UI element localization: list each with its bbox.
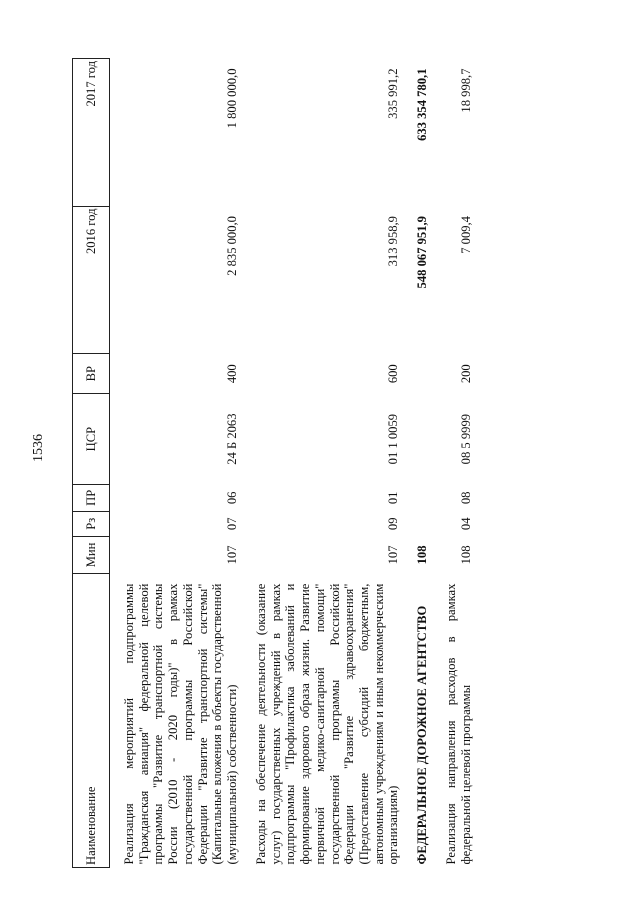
row-csr: 01 1 0059 <box>386 413 401 465</box>
header-rz: Рз <box>73 511 110 536</box>
row-min: 108 <box>458 545 473 565</box>
table-row <box>242 59 403 868</box>
row-name: ФЕДЕРАЛЬНОЕ ДОРОЖНОЕ АГЕНТСТВО <box>415 605 430 865</box>
row-rz: 07 <box>225 517 240 531</box>
page-number: 1536 <box>31 434 46 462</box>
row-2016: 548 067 951,9 <box>415 216 430 289</box>
row-pr <box>403 484 432 511</box>
row-name: Расходы на обеспечение деятельности (оказание услуг) государственных учреждений в рамках подпрограммы "Профилактика заболеваний и формирование здорового образа жизни. Развитие первичной медико-санитарной помощи" государственной программы Российской Федерации "Развитие здравоохранения" (Предоставление субсидий бюджетным, автономным учреждениям и иным некоммерческим организациям) <box>253 583 401 865</box>
row-2017: 633 354 780,1 <box>415 68 430 141</box>
row-min: 108 <box>415 545 430 565</box>
row-csr <box>403 394 432 484</box>
row-vr: 200 <box>458 364 473 384</box>
row-2016: 313 958,9 <box>386 216 401 267</box>
header-csr: ЦСР <box>73 394 110 484</box>
row-vr: 600 <box>386 364 401 384</box>
row-vr: 400 <box>225 364 240 384</box>
row-name: Реализация направления расходов в рамках федеральной целевой программы <box>443 583 473 865</box>
table-header-row <box>73 59 110 868</box>
row-pr: 08 <box>458 491 473 505</box>
table-row-agency <box>403 59 432 868</box>
row-pr: 01 <box>386 491 401 505</box>
row-min: 107 <box>386 545 401 565</box>
row-vr <box>403 353 432 394</box>
row-2017: 18 998,7 <box>458 68 473 113</box>
row-rz <box>403 511 432 536</box>
row-2016: 7 009,4 <box>458 216 473 254</box>
row-csr: 08 5 9999 <box>458 413 473 465</box>
header-2016: 2016 год <box>73 206 110 353</box>
header-min: Мин <box>73 536 110 573</box>
table-row <box>110 59 242 868</box>
budget-table <box>72 58 475 868</box>
row-2017: 1 800 000,0 <box>225 68 240 129</box>
header-2017: 2017 год <box>73 59 110 207</box>
row-rz: 09 <box>386 517 401 531</box>
row-csr: 24 Б 2063 <box>225 413 240 465</box>
row-min: 107 <box>225 545 240 565</box>
row-name: Реализация мероприятий подпрограммы "Гражданская авиация" федеральной целевой программы "Развитие транспортной системы России (2010 - 2020 годы)" в рамках государственной программы Российской Федерации "Развитие транспортной системы" (Капитальные вложения в объекты государственной (муниципальной) собственности) <box>122 583 240 865</box>
rotated-page-content <box>72 58 577 868</box>
row-2017: 335 991,2 <box>386 68 401 119</box>
header-pr: ПР <box>73 484 110 511</box>
row-2016: 2 835 000,0 <box>225 216 240 276</box>
header-name: Наименование <box>73 574 110 868</box>
table-row <box>432 59 475 868</box>
header-vr: ВР <box>73 353 110 394</box>
row-pr: 06 <box>225 491 240 505</box>
row-rz: 04 <box>458 517 473 531</box>
